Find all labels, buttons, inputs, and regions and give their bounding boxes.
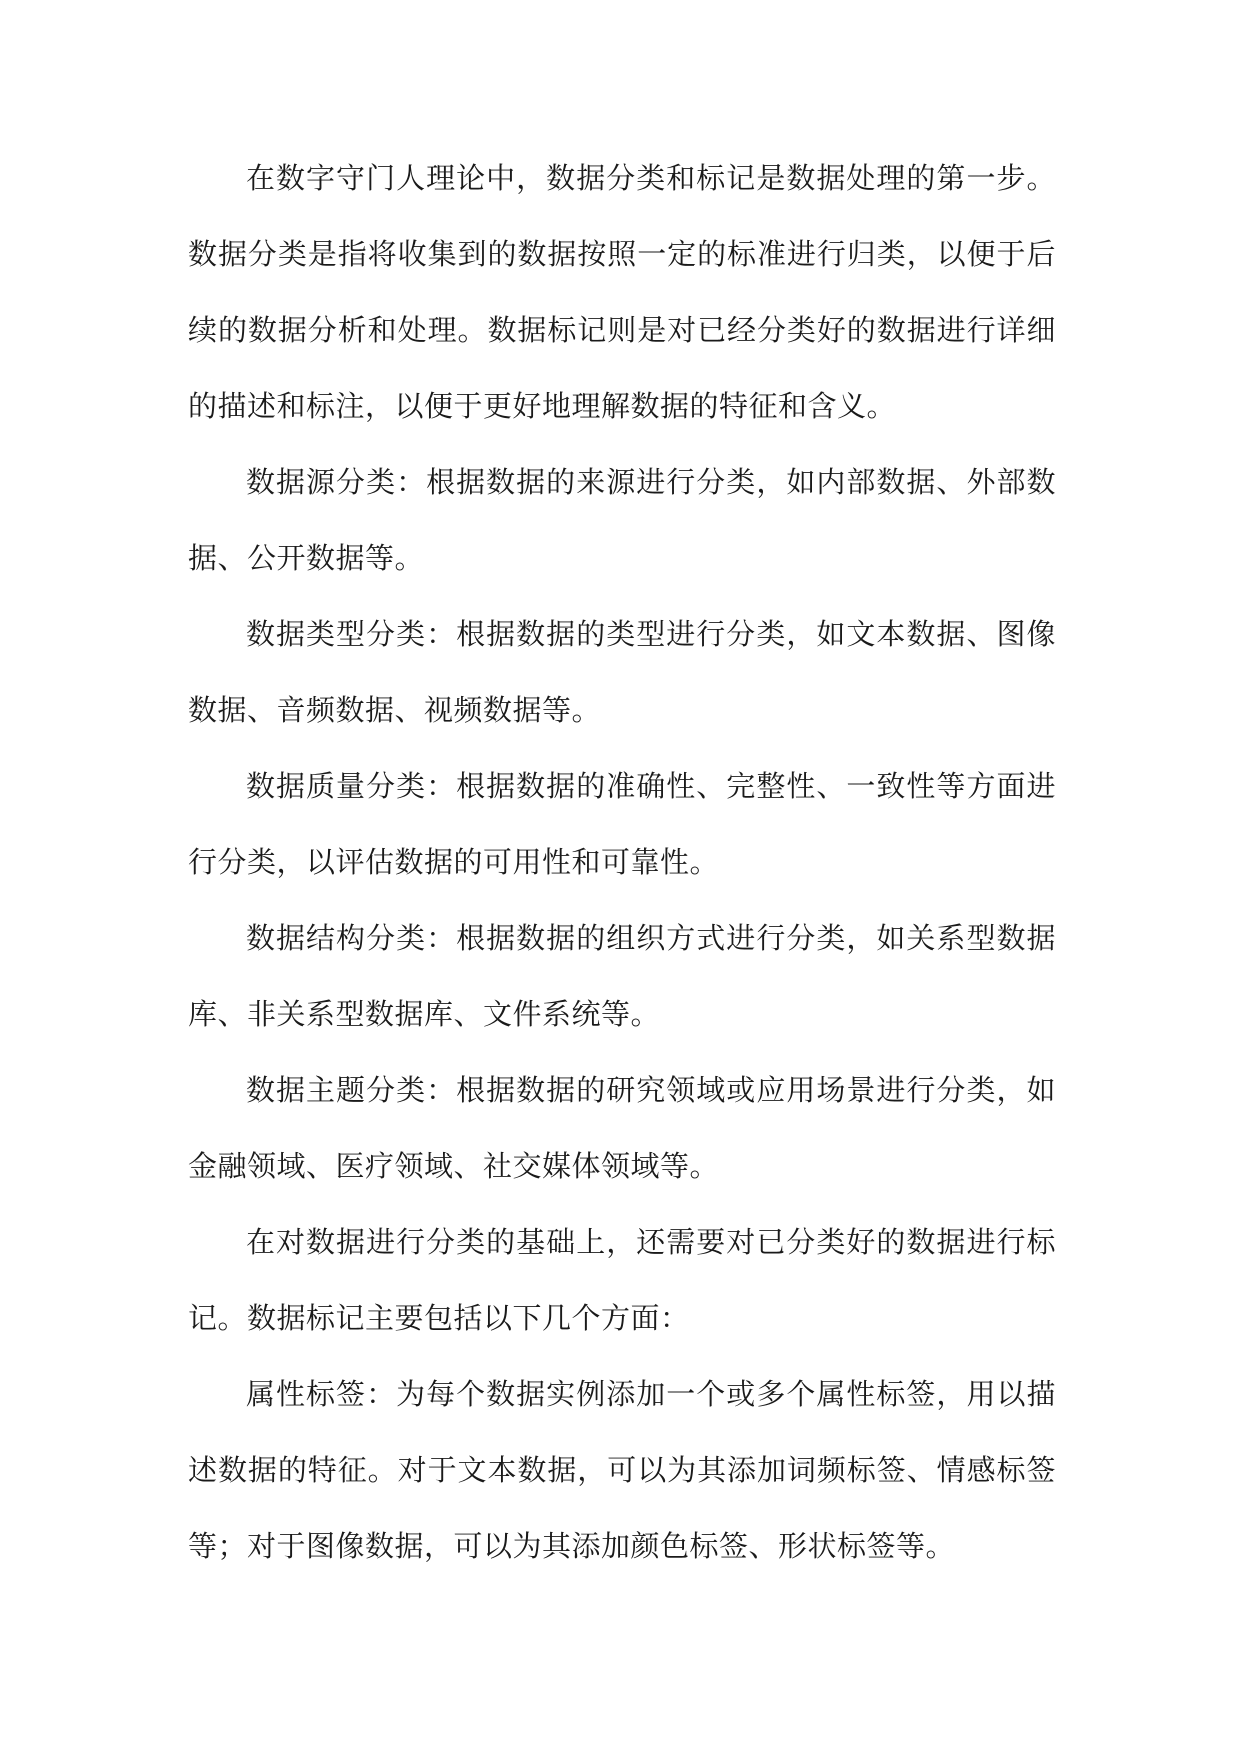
paragraph-data-topic-classification: 数据主题分类：根据数据的研究领域或应用场景进行分类，如金融领域、医疗领域、社交媒体领域等。 (188, 1073, 1056, 1183)
paragraph-data-quality-classification: 数据质量分类：根据数据的准确性、完整性、一致性等方面进行分类，以评估数据的可用性和可靠性。 (188, 769, 1056, 879)
paragraph-labeling-intro: 在对数据进行分类的基础上，还需要对已分类好的数据进行标记。数据标记主要包括以下几个方面： (188, 1225, 1056, 1335)
paragraph-data-structure-classification: 数据结构分类：根据数据的组织方式进行分类，如关系型数据库、非关系型数据库、文件系统等。 (188, 921, 1056, 1031)
document-body (188, 140, 1056, 1584)
paragraph-data-source-classification: 数据源分类：根据数据的来源进行分类，如内部数据、外部数据、公开数据等。 (188, 465, 1056, 575)
paragraph-intro: 在数字守门人理论中，数据分类和标记是数据处理的第一步。数据分类是指将收集到的数据按照一定的标准进行归类，以便于后续的数据分析和处理。数据标记则是对已经分类好的数据进行详细的描述和标注，以便于更好地理解数据的特征和含义。 (188, 161, 1056, 423)
paragraph-attribute-labels: 属性标签：为每个数据实例添加一个或多个属性标签，用以描述数据的特征。对于文本数据，可以为其添加词频标签、情感标签等；对于图像数据，可以为其添加颜色标签、形状标签等。 (188, 1377, 1056, 1563)
paragraph-data-type-classification: 数据类型分类：根据数据的类型进行分类，如文本数据、图像数据、音频数据、视频数据等。 (188, 617, 1056, 727)
